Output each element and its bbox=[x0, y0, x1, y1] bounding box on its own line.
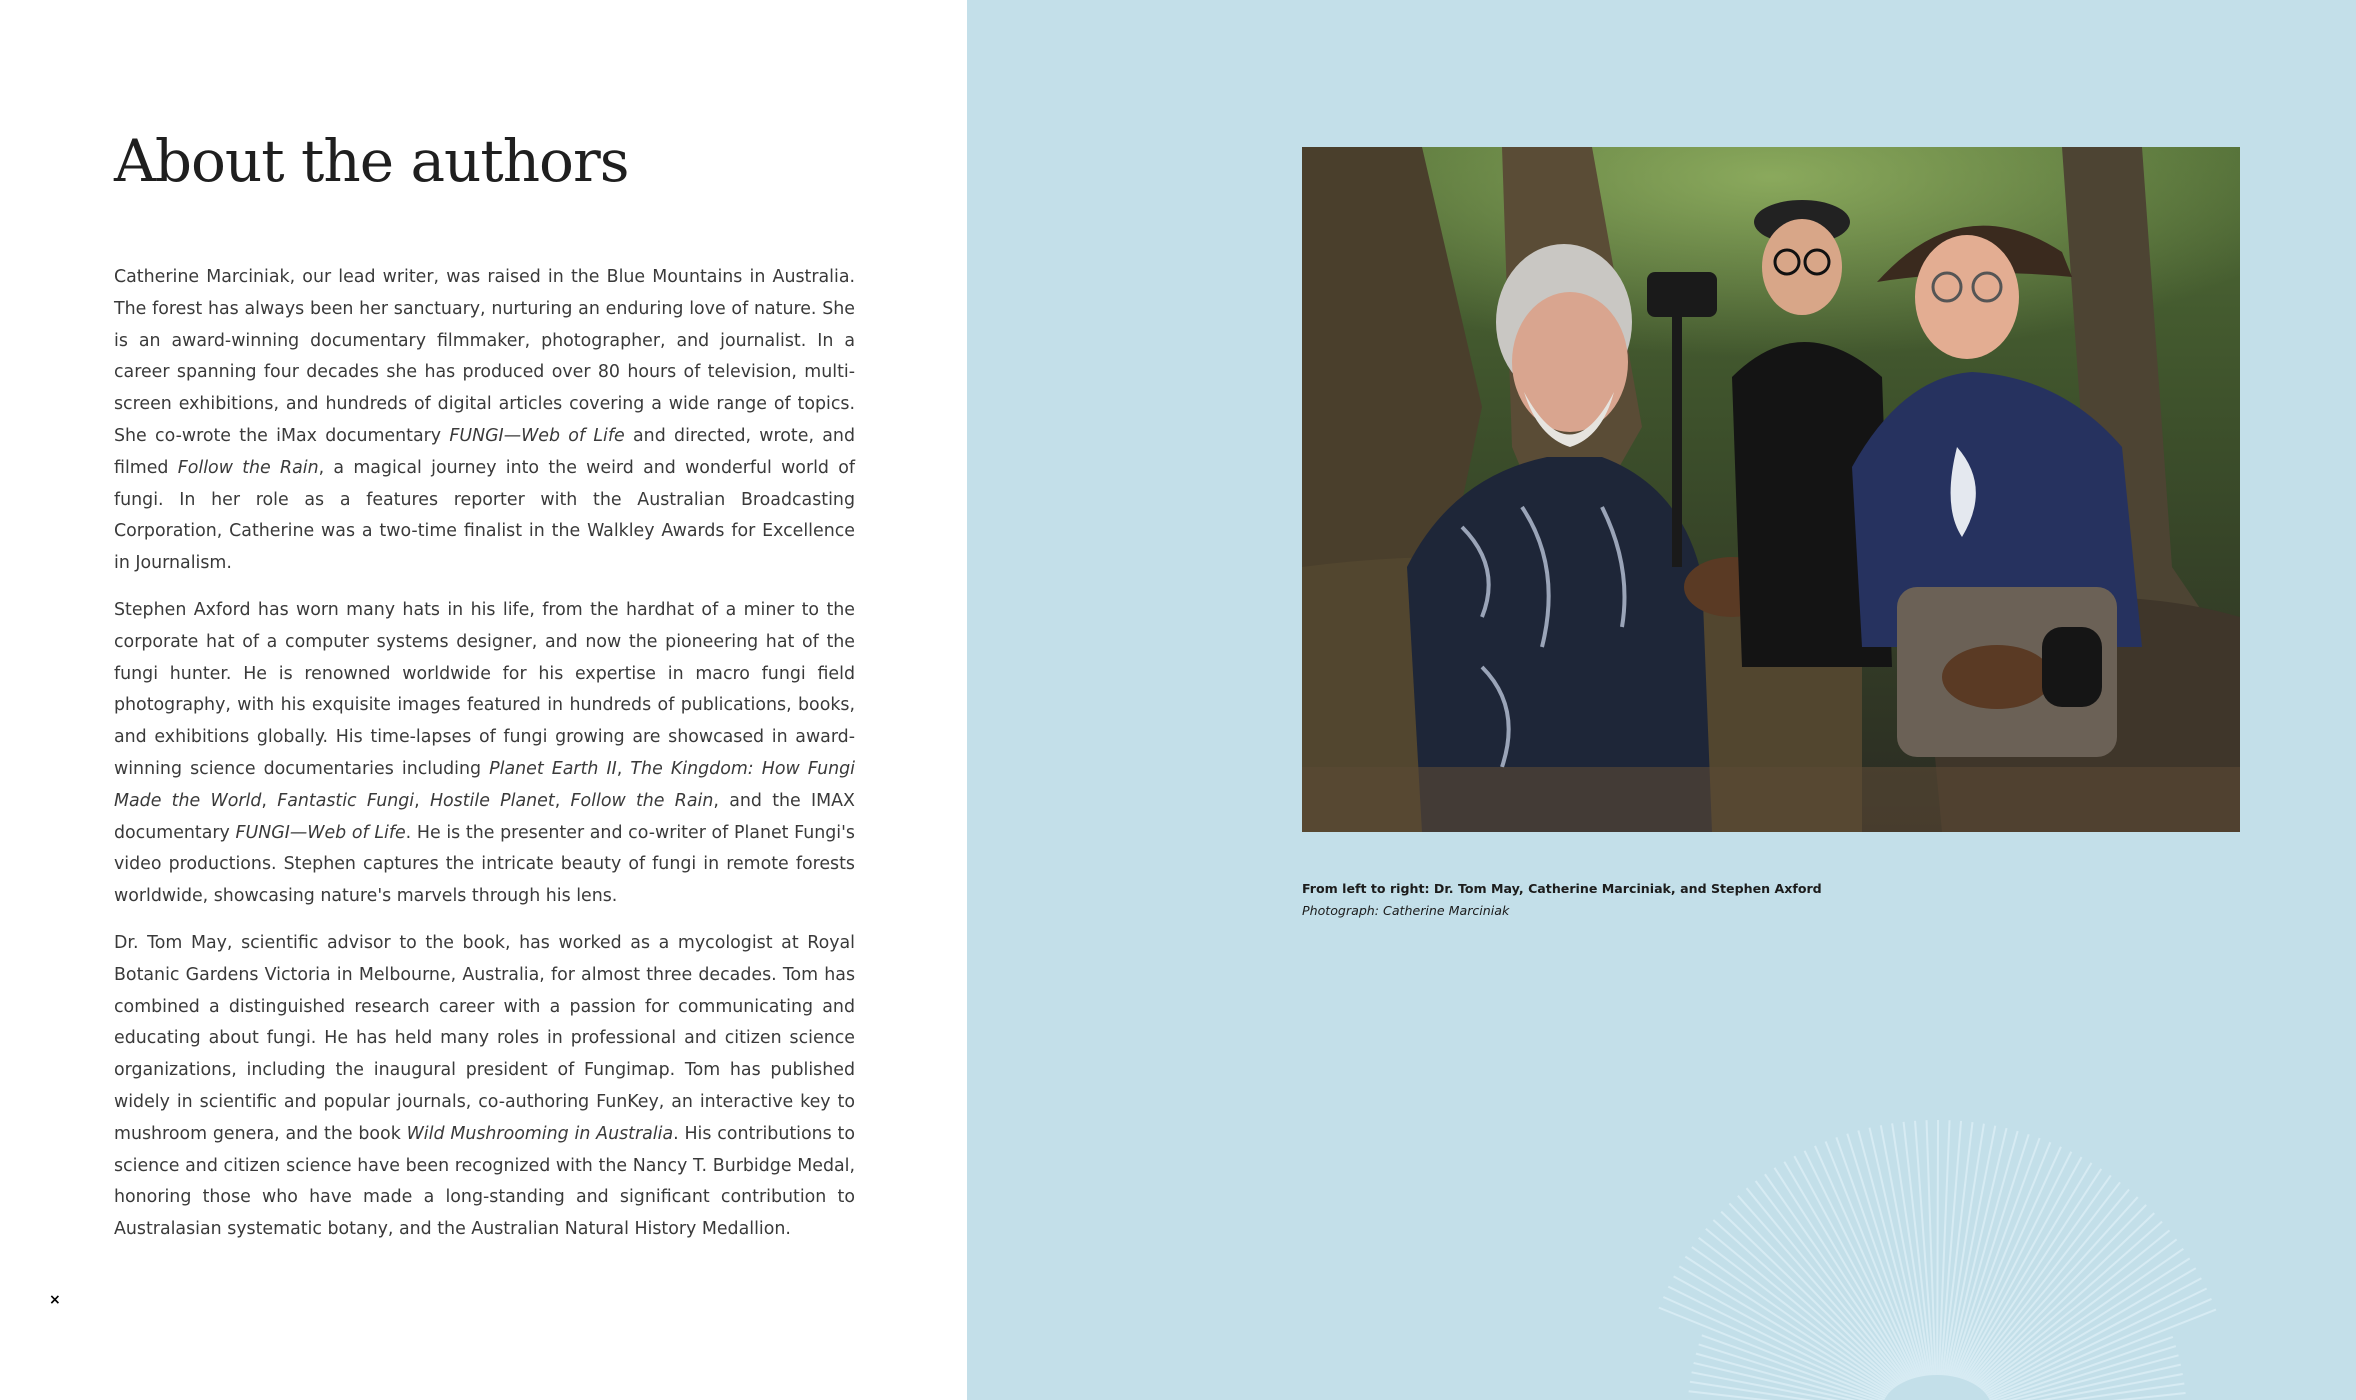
bio-title-reference: Planet Earth II bbox=[489, 758, 617, 779]
bio-text: , and the IMAX documentary bbox=[114, 790, 855, 843]
bio-text: Dr. Tom May, scientific advisor to the book, has worked as a mycologist at Royal Botanic Gardens Victoria in Melbourne, Australia, for almost three decades. Tom has combined a distinguished research career with a passion for communicating and educating about fungi. He has held many roles in professional and citizen science organizations, including the inaugural president of Fungimap. Tom has published widely in scientific and popular journals, co-authoring FunKey, an interactive key to mushroom genera, and the book bbox=[114, 932, 855, 1144]
bio-title-reference: Follow the Rain bbox=[570, 790, 714, 811]
bio-title-reference: Hostile Planet bbox=[429, 790, 555, 811]
bio-title-reference: The Kingdom: How Fungi Made the World bbox=[114, 758, 855, 811]
bio-paragraph bbox=[114, 262, 855, 580]
bio-title-reference: FUNGI—Web of Life bbox=[235, 822, 406, 843]
bio-text: Catherine Marciniak, our lead writer, was raised in the Blue Mountains in Australia. The forest has always been her sanctuary, nurturing an enduring love of nature. She is an award-winning documentary filmmaker, photographer, and journalist. In a career spanning four decades she has produced over 80 hours of television, multi-screen exhibitions, and hundreds of digital articles covering a wide range of topics. She co-wrote the iMax documentary bbox=[114, 267, 855, 446]
photo-credit: Photograph: Catherine Marciniak bbox=[1302, 903, 1510, 918]
page-title: About the authors bbox=[114, 127, 629, 195]
bio-text: , bbox=[414, 790, 430, 811]
bio-text: , a magical journey into the weird and wonderful world of fungi. In her role as a features reporter with the Australian Broadcasting Corporation, Catherine was a two-time finalist in the Walkley Awards for Excellence in Journalism. bbox=[114, 457, 856, 574]
authors-photo bbox=[1302, 147, 2240, 832]
right-page bbox=[967, 0, 2356, 1400]
bio-paragraph bbox=[114, 595, 855, 913]
bio-text: Stephen Axford has worn many hats in his life, from the hardhat of a miner to the corporate hat of a computer systems designer, and now the pioneering hat of the fungi hunter. He is renowned worldwide for his expertise in macro fungi field photography, with his exquisite images featured in hundreds of publications, books, and exhibitions globally. His time-lapses of fungi growing are showcased in award-winning science documentaries including bbox=[114, 599, 855, 779]
bio-paragraph bbox=[114, 928, 855, 1246]
left-page bbox=[0, 0, 967, 1400]
bio-title-reference: FUNGI—Web of Life bbox=[449, 425, 625, 446]
close-icon[interactable]: × bbox=[49, 1292, 61, 1308]
author-bios bbox=[114, 262, 855, 1261]
bio-text: , bbox=[616, 758, 631, 779]
bio-title-reference: Follow the Rain bbox=[177, 457, 319, 478]
bio-text: , bbox=[554, 790, 571, 811]
bio-text: . He is the presenter and co-writer of Planet Fungi's video productions. Stephen captures the intricate beauty of fungi in remote forests worldwide, showcasing nature's marvels through his lens. bbox=[114, 822, 855, 907]
bio-text: . His contributions to science and citizen science have been recognized with the Nancy T. Burbidge Medal, honoring those who have made a long-standing and significant contribution to Australasian systematic botany, and the Australian Natural History Medallion. bbox=[114, 1123, 855, 1240]
mushroom-gills-graphic bbox=[1627, 1100, 2247, 1400]
bio-title-reference: Wild Mushrooming in Australia bbox=[406, 1123, 674, 1144]
bio-text: , bbox=[261, 790, 278, 811]
photo-caption: From left to right: Dr. Tom May, Catherine Marciniak, and Stephen Axford bbox=[1302, 881, 1822, 896]
bio-text: and directed, wrote, and filmed bbox=[114, 425, 855, 478]
photo-caption-block bbox=[1302, 878, 2002, 922]
bio-title-reference: Fantastic Fungi bbox=[277, 790, 415, 811]
